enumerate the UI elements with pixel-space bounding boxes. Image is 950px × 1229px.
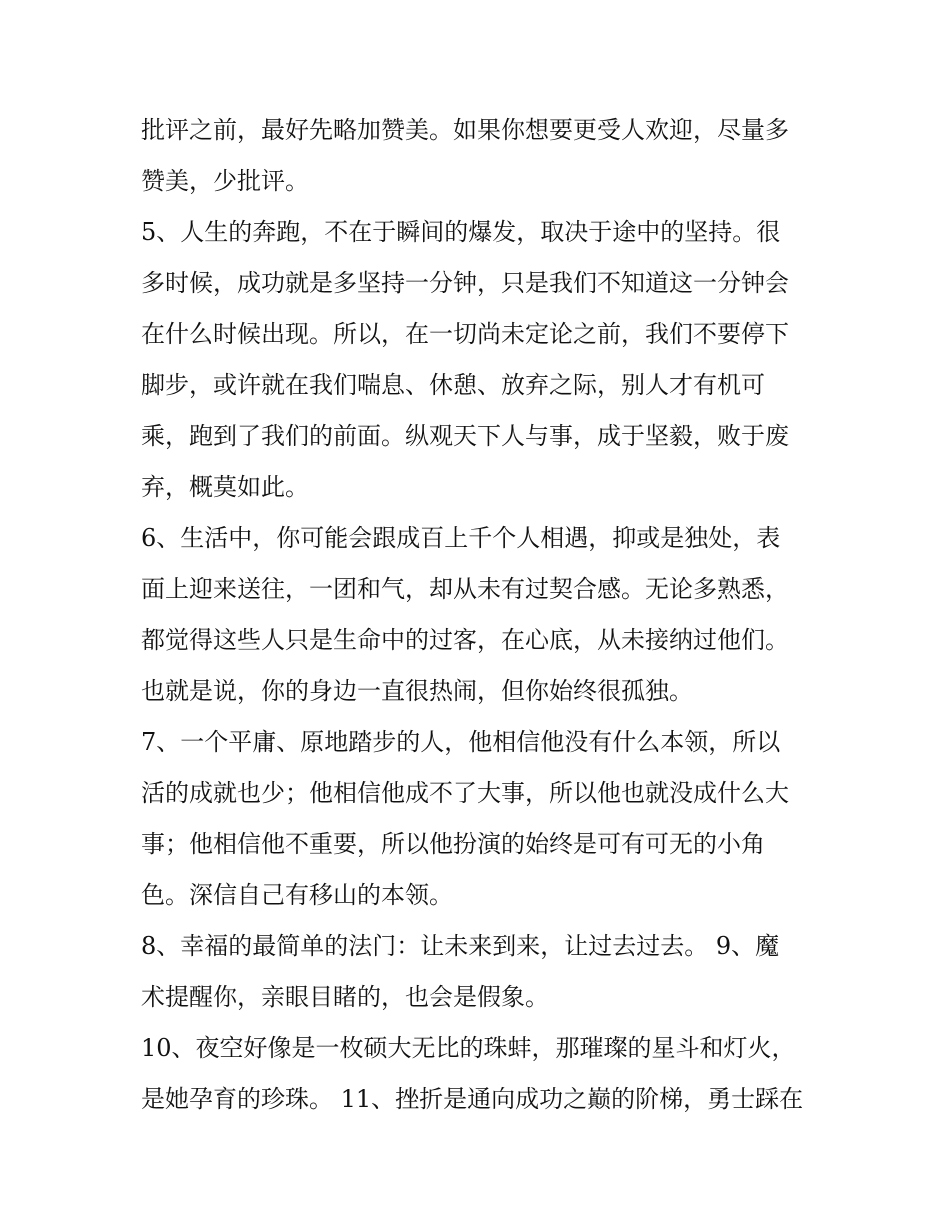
text-line: 在什么时候出现。所以，在一切尚未定论之前，我们不要停下 — [141, 320, 789, 348]
text-line: 面上迎来送往，一团和气，却从未有过契合感。无论多熟悉， — [141, 575, 789, 603]
text-line: 6、生活中，你可能会跟成百上千个人相遇，抑或是独处，表 — [141, 524, 781, 552]
text-line: 8、幸福的最简单的法门：让未来到来，让过去过去。 9、魔 — [141, 932, 780, 960]
text-line: 7、一个平庸、原地踏步的人，他相信他没有什么本领，所以 — [141, 728, 781, 756]
text-line: 批评之前，最好先略加赞美。如果你想要更受人欢迎，尽量多 — [141, 116, 789, 144]
body-text — [141, 105, 821, 1125]
text-line: 多时候，成功就是多坚持一分钟，只是我们不知道这一分钟会 — [141, 269, 789, 297]
text-line: 赞美，少批评。 — [141, 167, 309, 195]
text-line: 都觉得这些人只是生命中的过客，在心底，从未接纳过他们。 — [141, 626, 789, 654]
text-line: 事；他相信他不重要，所以他扮演的始终是可有可无的小角 — [141, 830, 765, 858]
text-line: 是她孕育的珍珠。 11、挫折是通向成功之巅的阶梯，勇士踩在 — [141, 1085, 804, 1113]
text-line: 也就是说，你的身边一直很热闹，但你始终很孤独。 — [141, 677, 693, 705]
text-line: 色。深信自己有移山的本领。 — [141, 881, 453, 909]
text-line: 10、夜空好像是一枚硕大无比的珠蚌，那璀璨的星斗和灯火， — [141, 1034, 796, 1062]
text-line: 活的成就也少；他相信他成不了大事，所以他也就没成什么大 — [141, 779, 789, 807]
text-line: 脚步，或许就在我们喘息、休憩、放弃之际，别人才有机可 — [141, 371, 765, 399]
text-line: 乘，跑到了我们的前面。纵观天下人与事，成于坚毅，败于废 — [141, 422, 789, 450]
text-line: 术提醒你，亲眼目睹的，也会是假象。 — [141, 983, 549, 1011]
text-line: 弃，概莫如此。 — [141, 473, 309, 501]
text-line: 5、人生的奔跑，不在于瞬间的爆发，取决于途中的坚持。很 — [141, 218, 781, 246]
